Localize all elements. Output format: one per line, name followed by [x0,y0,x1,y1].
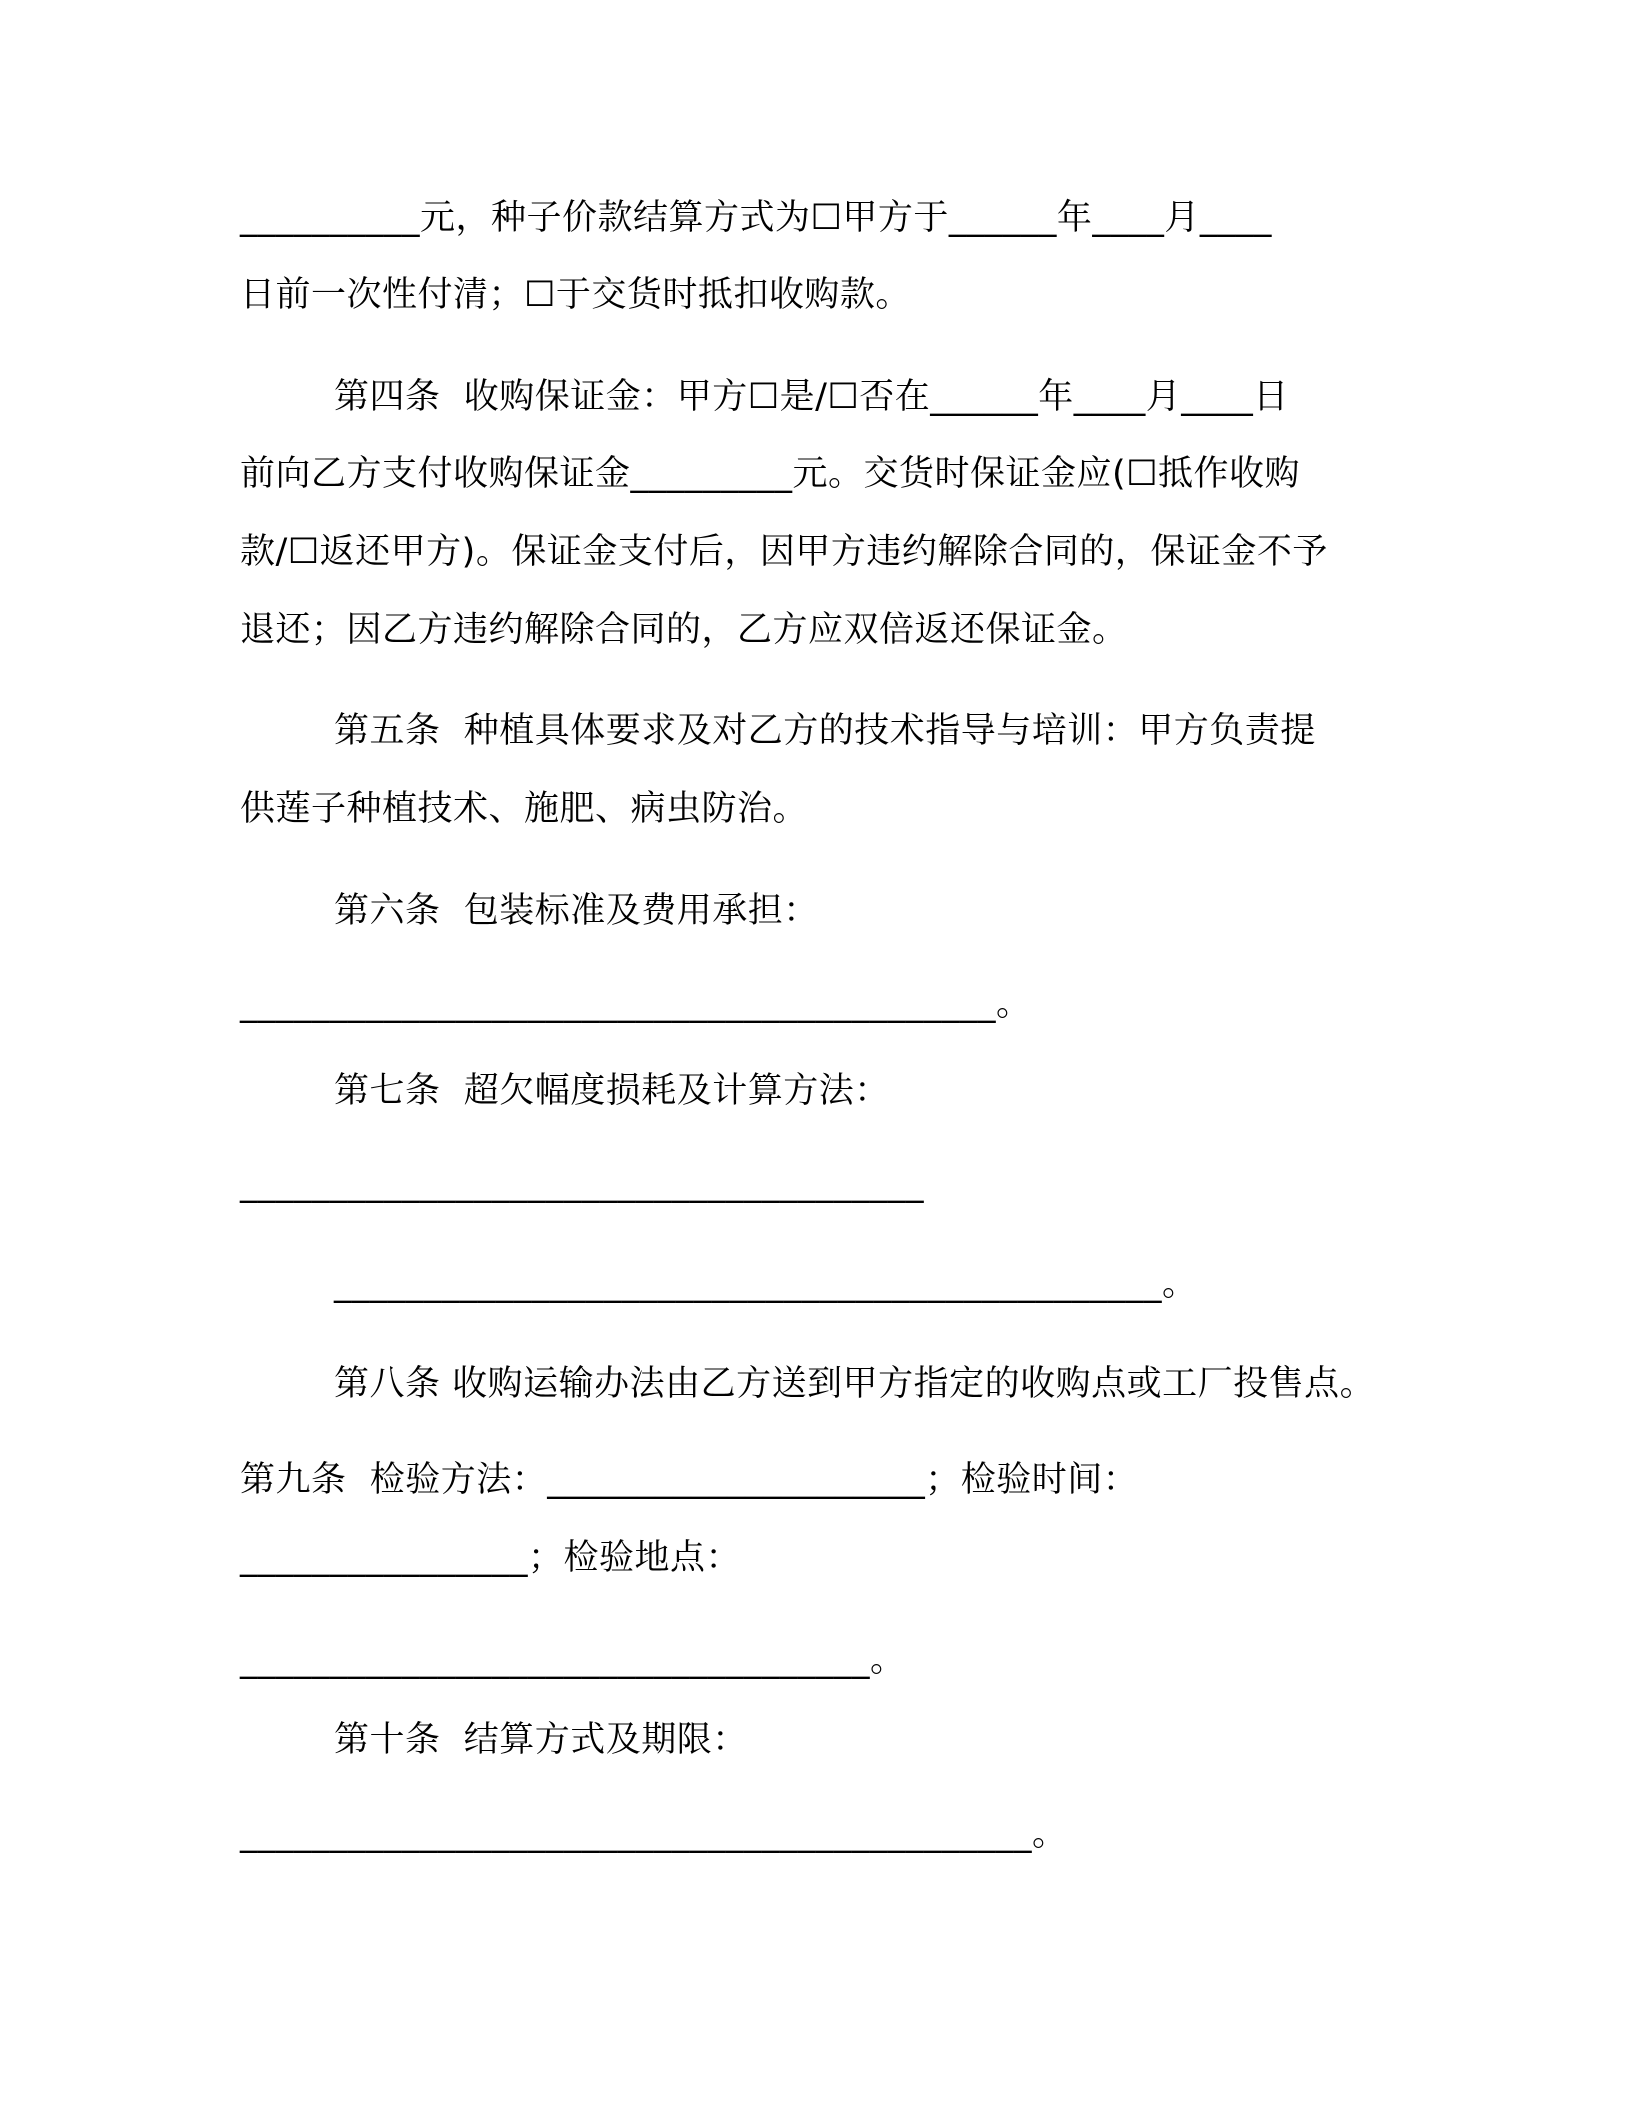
text-line: 日前一次性付清；☐于交货时抵扣收购款。 [240,275,911,315]
article-5-heading-line: 第五条 种植具体要求及对乙方的技术指导与培训：甲方负责提 [334,711,1316,751]
article-8-line: 第八条 收购运输办法由乙方送到甲方指定的收购点或工厂投售点。 [334,1364,1376,1404]
article-10-heading-line: 第十条 结算方式及期限： [334,1720,748,1760]
article-7-heading-line: 第七条 超欠幅度损耗及计算方法： [334,1071,890,1111]
article-4-heading-line: 第四条 收购保证金：甲方☐是/☐否在______年____月____日 [334,377,1289,417]
text-line: __________元，种子价款结算方式为☐甲方于______年____月____ [240,198,1272,238]
text-line: 款/☐返还甲方)。保证金支付后，因甲方违约解除合同的，保证金不予 [240,532,1328,572]
text-line: ________________；检验地点： [240,1538,742,1578]
text-line: 供莲子种植技术、施肥、病虫防治。 [240,789,809,829]
blank-fill-line: ______________________________________ [240,1164,924,1204]
article-6-heading-line: 第六条 包装标准及费用承担： [334,891,819,931]
text-line: 前向乙方支付收购保证金_________元。交货时保证金应(☐抵作收购 [240,454,1301,494]
blank-fill-line: ____________________________________________。 [240,1814,1068,1854]
blank-fill-line: __________________________________________。 [240,984,1032,1024]
blank-fill-line: ______________________________________________。 [334,1264,1198,1304]
text-line: 退还；因乙方违约解除合同的，乙方应双倍返还保证金。 [240,610,1128,650]
article-9-heading-line: 第九条 检验方法：_____________________；检验时间： [240,1460,1139,1500]
blank-fill-line: ___________________________________。 [240,1640,906,1680]
